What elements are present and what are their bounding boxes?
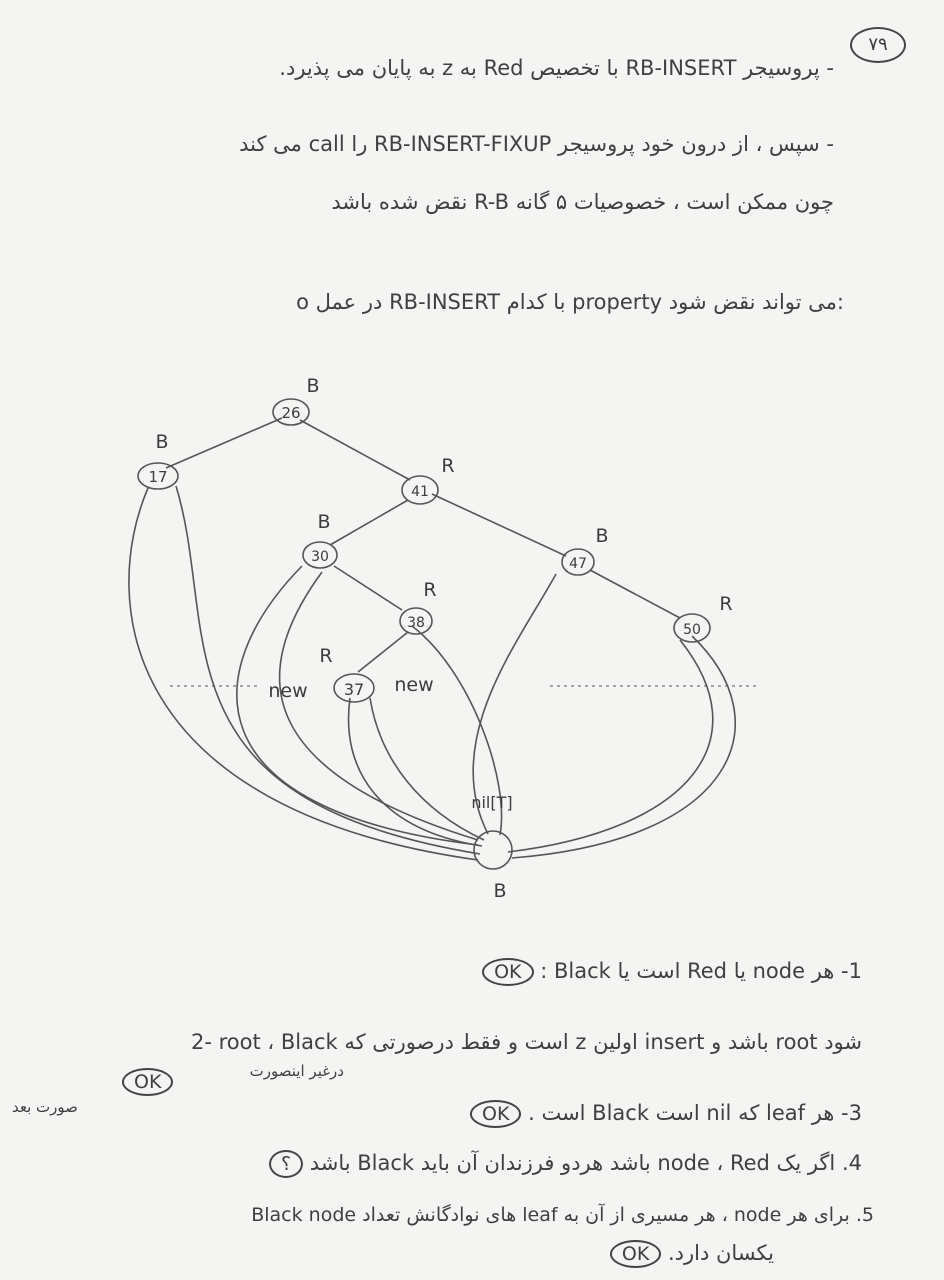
new-label-left: new [268,680,308,702]
tree-node-17-key: 17 [148,468,168,486]
nil-color: B [493,880,507,902]
tree-node-41-color: R [441,455,455,477]
property-5: 5. برای هر node ، هر مسیری از آن به leaf های نوادگانش تعداد Black node [251,1204,874,1226]
property-3-text: 3- هر leaf که nil است Black است . [528,1101,862,1125]
property-3 [470,1100,862,1128]
tree-node-47-color: B [595,525,609,547]
tree-node-47-key: 47 [569,556,587,572]
tree-node-26 [273,375,320,425]
property-1 [482,958,862,986]
nil-sentinel-node [471,793,512,902]
tree-node-17 [138,431,178,489]
property-3-side-note: صورت بعد [12,1098,78,1116]
property-2-note: درغیر اینصورت [249,1062,344,1080]
tree-node-17-color: B [155,431,169,453]
tree-node-26-color: B [306,375,320,397]
property-1-ok: OK [482,958,533,986]
tree-node-50-color: R [719,593,733,615]
tree-node-37 [319,645,374,702]
tree-node-50 [674,593,733,642]
nil-label: nil[T] [471,793,513,812]
note-line-3: چون ممکن است ، خصوصیات ۵ گانه R-B نقض شده باشد [331,190,834,214]
tree-node-37-color: R [319,645,333,667]
property-5-ok: OK [610,1240,661,1268]
tree-node-47 [562,525,609,575]
property-3-ok: OK [470,1100,521,1128]
page-number: ۷۹ [850,27,906,63]
property-1-text: 1- هر node یا Red است یا Black : [540,959,862,983]
tree-node-30 [303,511,337,568]
note-line-2: - سپس ، از درون خود پروسیجر RB-INSERT-FIXUP را call می کند [239,132,834,156]
tree-node-26-key: 26 [281,404,301,422]
property-4 [269,1150,862,1178]
property-4-question-mark: ؟ [269,1150,303,1178]
question-line: o در عمل RB-INSERT با کدام property می تواند نقض شود: [296,290,844,314]
tree-node-38-key: 38 [407,615,425,631]
note-line-1: - پروسیجر RB-INSERT با تخصیص Red به z به پایان می پذیرد. [279,56,834,80]
property-5-line-2 [610,1240,774,1268]
tree-node-38 [400,579,437,634]
tree-node-50-key: 50 [683,622,701,638]
property-4-text: 4. اگر یک node ، Red باشد هردو فرزندان آن باید Black باشد [309,1151,862,1175]
new-label-right: new [394,674,434,696]
property-2-ok: OK [122,1068,173,1096]
tree-node-38-color: R [423,579,437,601]
tree-node-41-key: 41 [411,484,429,500]
red-black-tree-diagram [0,340,944,960]
property-5-text-2: یکسان دارد. [667,1241,774,1265]
tree-node-37-key: 37 [343,680,365,699]
property-2: 2- root ، Black است و فقط درصورتی که z اولین insert باشد و root شود [190,1030,862,1054]
tree-node-30-color: B [317,511,331,533]
tree-node-30-key: 30 [311,549,329,565]
